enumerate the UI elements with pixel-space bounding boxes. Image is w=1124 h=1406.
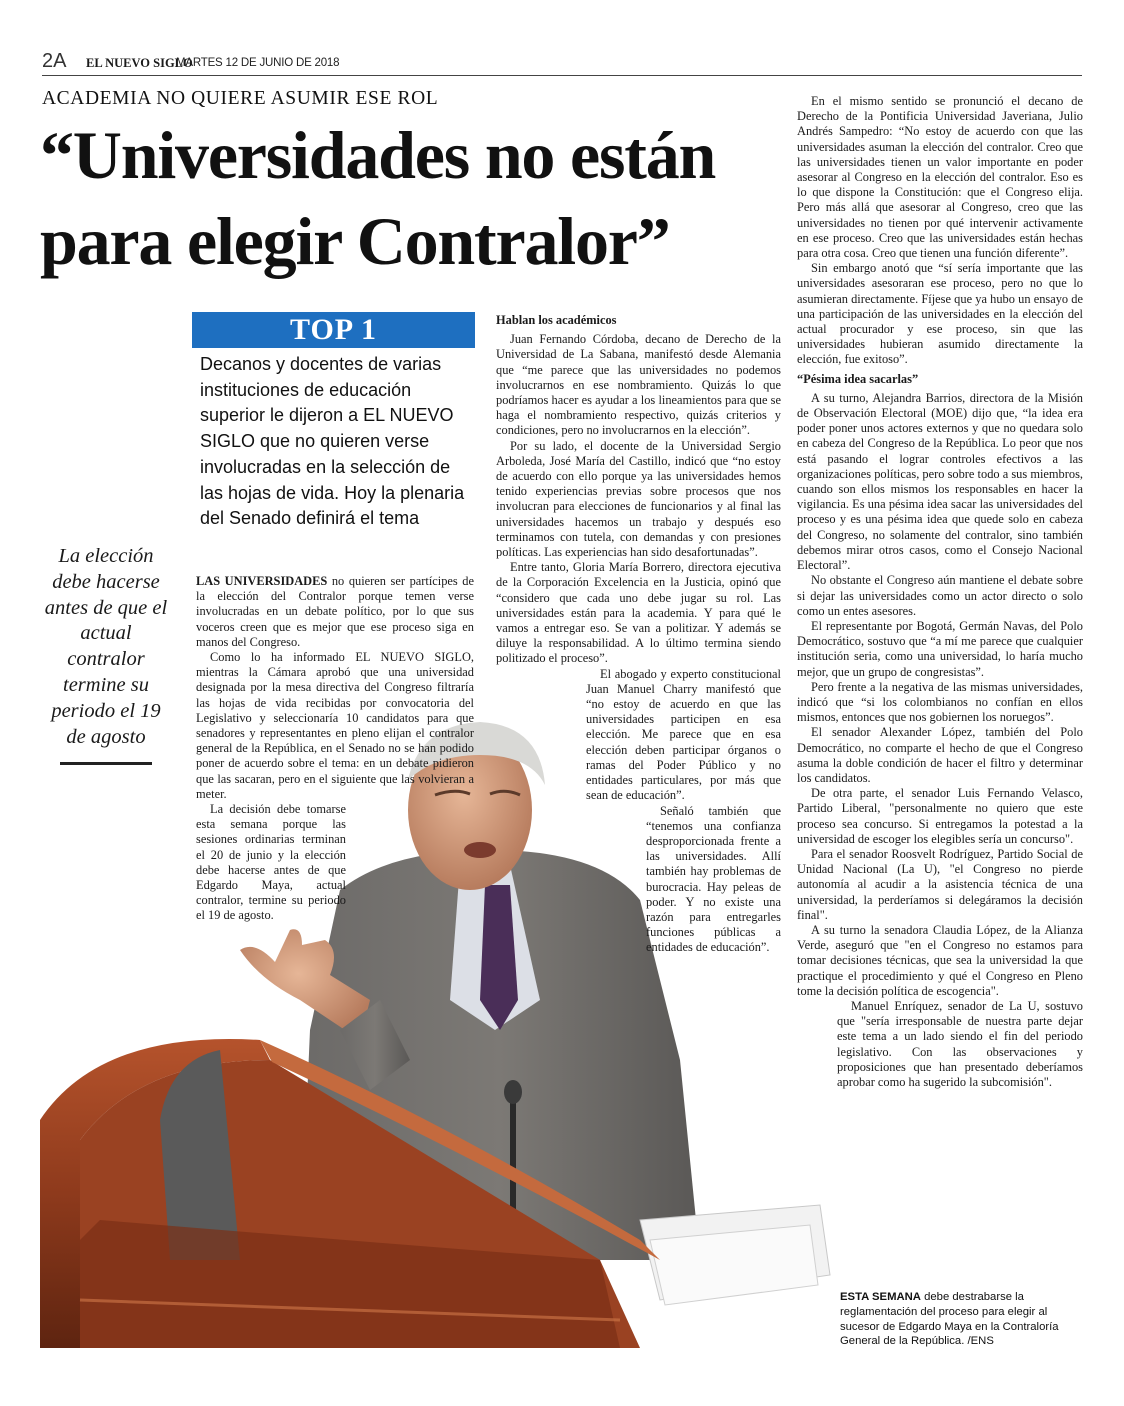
article-column-1 xyxy=(196,574,474,924)
col2-paragraph: Por su lado, el docente de la Universidad Sergio Arboleda, José María del Castillo, indicó que “no estoy de acuerdo con ello porque ya las universidades hemos tenido experiencias previas sobre procesos que nos involucran para elecciones de funcionarios y al final las universidades hacemos un trabajo y después eso terminamos con tutela, con demandas y con presiones políticas. Las experiencias han sido desafortunadas”. xyxy=(496,438,781,560)
col3-paragraph: A su turno, Alejandra Barrios, directora de la Misión de Observación Electoral (MOE) dijo que, “la idea era poder poner unos actores externos y que no quedara solo en cabeza del Congreso de la República. Lo peor que nos está pasando el lograr controles efectivos a las organizaciones políticas, pero sobre todo a sus miembros, cuando son ellos mismos los responsables en hacer la vigilancia. Es una pésima idea sacar las universidades del proceso y es una pésima idea que quede solo en cabeza del Congreso, no solamente del contralor, sino también debemos mirar otros casos, como el Consejo Nacional Electoral”. xyxy=(797,390,1083,573)
col2-paragraph: Señaló también que “tenemos una confianza desproporcionada frente a las universidades. Allí también hay problemas de burocracia. Hay peleas de poder. Y no existe una razón para entregarles funciones públicas a entidades de educación”. xyxy=(646,803,781,955)
col3-paragraph: Sin embargo anotó que “sí sería importante que las universidades asesoraran ese proceso, pero no que lo asumieran directamente. Fíjese que ya hubo un ensayo de una participación de las universidades en la elección del actual procurador y ese proceso, sin que las universidades hubieran asumido directamente la elección, fue exitoso”. xyxy=(797,261,1083,367)
col1-p1-text: no quieren ser partícipes de la elección del Contralor porque temen verse involucradas en un debate político, por lo que sus voceros creen que es mejor que ese proceso siga en manos del Congreso. xyxy=(196,574,475,649)
page-number: 2A xyxy=(42,50,67,72)
col3-paragraph: A su turno la senadora Claudia López, de la Alianza Verde, aseguró que "en el Congreso no estamos para tomar decisiones técnicas, que sea la universidad la que practique el procedimiento y qué el Congreso en Pleno tome la decisión política de escogencia". xyxy=(797,922,1083,998)
pull-quote-rule xyxy=(60,762,152,765)
col3-paragraph: Pero frente a la negativa de las mismas universidades, indicó que “si los colombianos no confían en ellos mismos, entonces que nos gobiernen los noruegos”. xyxy=(797,679,1083,725)
caption-text: debe destrabarse la reglamentación del proceso para elegir al sucesor de Edgardo Maya en la Contraloría General de la República. /ENS xyxy=(840,1291,1059,1348)
col1-paragraph xyxy=(196,574,474,650)
subhead: Hablan los académicos xyxy=(496,313,617,327)
col1-paragraph: La decisión debe tomarse esta semana porque las sesiones ordinarias terminan el 20 de junio y la elección debe hacerse antes de que Edgardo Maya, actual contralor, termine su periodo el 19 de agosto. xyxy=(196,802,346,923)
col3-paragraph: En el mismo sentido se pronunció el decano de Derecho de la Pontificia Universidad Javeriana, Julio Andrés Sampedro: “No estoy de acuerdo con que las universidades asuman la elección del contralor. Creo que las universidades tienen un valor importante en poder asesorar al Congreso en la elección del contralor. Eso es lo que dispone la Constitución: que el Congreso elija. Pero más allá que asesorar al Congreso, creo que las universidades no tienen por qué intervenir activamente en ese proceso. Creo que las universidades están hechas para otra cosa. Creo que tienen una función diferente”. xyxy=(797,94,1083,261)
col3-paragraph: Manuel Enríquez, senador de La U, sostuvo que "sería irresponsable de nuestra parte dejar este tema a un lado siendo el fin del periodo legislativo. Con las observaciones y proposiciones que han presentado deberíamos aprobar como ha sugerido la subcomisión". xyxy=(837,998,1083,1089)
col2-paragraph: El abogado y experto constitucional Juan Manuel Charry manifestó que “no estoy de acuerdo en que las universidades participen en esa elección. Me parece que en esa elección deben participar órganos o ramas del Poder Público y no entidades particulares, por más que sean de educación”. xyxy=(586,666,781,803)
col3-paragraph: El representante por Bogotá, Germán Navas, del Polo Democrático, sostuvo que “a mí me parece que cualquier institución seria, como una universidad, lo haría mucho mejor, que un grupo de congresistas”. xyxy=(797,618,1083,679)
col1-paragraph: Como lo ha informado EL NUEVO SIGLO, mientras la Cámara aprobó que una universidad designada por la mesa directiva del Congreso filtraría las hojas de vida recibidas por convocatoria del Legislativo y seleccionaría 10 candidatos para que senadores y representantes en pleno elijan el contralor general de la República, en el Senado no se han podido poner de acuerdo sobre el tema: en un debate pidieron que las sacaran, pero en el siguiente que las volvieran a meter. xyxy=(196,650,474,801)
photo-caption xyxy=(840,1290,1070,1349)
col3-paragraph: De otra parte, el senador Luis Fernando Velasco, Partido Liberal, "personalmente no quiero que este proceso sea concurso. Si entregamos la potestad a la universidad de escoger los elegibles sería un concurso". xyxy=(797,786,1083,846)
newspaper-name: EL NUEVO SIGLO xyxy=(86,56,193,70)
col3-paragraph: Para el senador Roosvelt Rodríguez, Partido Social de Unidad Nacional (La U), "el Congreso no pierde autonomía al acudir a la asistencia técnica de una universidad, la perderíamos si delegáramos la decisión final". xyxy=(797,846,1083,922)
headline: “Universidades no están para elegir Contralor” xyxy=(40,117,716,279)
article-column-3 xyxy=(797,94,1083,1090)
top-label-box: TOP 1 xyxy=(192,312,475,348)
kicker: ACADEMIA NO QUIERE ASUMIR ESE ROL xyxy=(42,88,439,109)
col3-paragraph: No obstante el Congreso aún mantiene el debate sobre si dejar las universidades como un actor directo o solo como un entes asesores. xyxy=(797,573,1083,618)
lead-in: LAS UNIVERSIDADES xyxy=(196,574,328,588)
issue-date: MARTES 12 DE JUNIO DE 2018 xyxy=(176,57,340,69)
col3-paragraph: El senador Alexander López, también del Polo Democrático, no comparte el hecho de que el Congreso asuma la doble condición de hacer el filtro y determinar los candidatos. xyxy=(797,725,1083,785)
subhead: “Pésima idea sacarlas” xyxy=(797,371,919,386)
col2-paragraph: Juan Fernando Córdoba, decano de Derecho de la Universidad de La Sabana, manifestó desde Alemania que “me parece que las universidades no podemos involucrarnos en ese nombramiento. Quizás lo que podríamos hacer es ayudar a los lineamientos para que se haga el nombramiento respectivo, quizás criterios y condiciones, pero no involucrarnos en la elección”. xyxy=(496,332,781,438)
header-rule xyxy=(42,75,1082,76)
article-column-2 xyxy=(496,309,781,956)
pull-quote: La elección debe hacerse antes de que el actual contralor termine su periodo el 19 de agosto xyxy=(44,545,168,748)
col2-paragraph: Entre tanto, Gloria María Borrero, directora ejecutiva de la Corporación Excelencia en la Justicia, opinó que “considero que cada uno debe jugar su rol. Las universidades están para la academia. Y para qué le vamos a entregar eso. Se van a politizar. Y además se diluye la responsabilidad. A lo último termina siendo politizado el proceso”. xyxy=(496,560,781,666)
caption-lead: ESTA SEMANA xyxy=(840,1291,921,1303)
summary-deck: Decanos y docentes de varias instituciones de educación superior le dijeron a EL NUEVO SIGLO que no quieren verse involucradas en la selección de las hojas de vida. Hoy la plenaria del Senado definirá el tema xyxy=(200,354,465,529)
